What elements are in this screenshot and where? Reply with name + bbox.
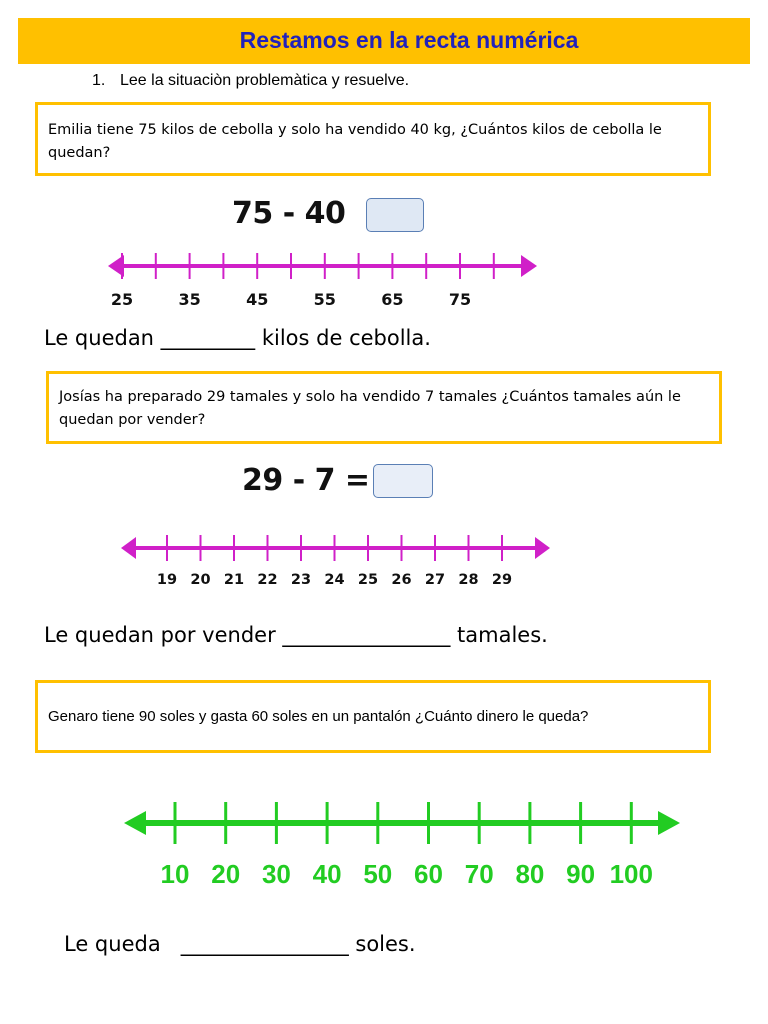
tick-label: 40 — [312, 859, 342, 889]
arrow-right-icon — [658, 811, 680, 835]
arrow-right-icon — [535, 537, 550, 559]
problem-3-answer-sentence: Le queda ________________ soles. — [64, 932, 416, 956]
problem-1-number-line — [100, 246, 550, 316]
tick-label: 27 — [424, 572, 446, 588]
tick-label: 21 — [223, 572, 245, 588]
tick-label: 10 — [160, 859, 190, 889]
problem-2-text-line-2: quedan por vender? — [59, 412, 206, 428]
tick-label: 29 — [491, 572, 513, 588]
arrow-left-icon — [124, 811, 146, 835]
tick-label: 19 — [156, 572, 178, 588]
problem-3-number-line — [118, 790, 688, 900]
problem-1-answer-box[interactable] — [366, 198, 424, 232]
problem-1-box — [35, 102, 711, 176]
page-title: Restamos en la recta numérica — [239, 27, 579, 53]
problem-1-text-line-1: Emilia tiene 75 kilos de cebolla y solo ha vendido 40 kg, ¿Cuántos kilos de cebolla le — [48, 122, 662, 138]
tick-label: 100 — [609, 859, 653, 889]
tick-label: 30 — [261, 859, 291, 889]
tick-label: 23 — [290, 572, 312, 588]
tick-label: 70 — [464, 859, 494, 889]
problem-2-text-line-1: Josías ha preparado 29 tamales y solo ha vendido 7 tamales ¿Cuántos tamales aún le — [59, 389, 681, 405]
tick-label: 45 — [246, 290, 269, 309]
arrow-left-icon — [121, 537, 136, 559]
tick-label: 26 — [391, 572, 412, 588]
tick-label: 65 — [381, 290, 404, 309]
problem-3-box — [35, 680, 711, 753]
problem-3-text-line-1: Genaro tiene 90 soles y gasta 60 soles en un pantalón ¿Cuánto dinero le queda? — [48, 708, 589, 725]
title-banner — [18, 18, 750, 64]
problem-1-text-line-2: quedan? — [48, 145, 111, 161]
tick-label: 60 — [414, 859, 443, 889]
problem-1-answer-sentence: Le quedan _________ kilos de cebolla. — [44, 326, 431, 350]
problem-2-answer-sentence: Le quedan por vender ________________ tamales. — [44, 623, 548, 647]
tick-label: 24 — [324, 572, 345, 588]
tick-label: 35 — [178, 290, 201, 309]
tick-label: 20 — [211, 859, 241, 889]
tick-label: 80 — [515, 859, 545, 889]
instruction — [92, 72, 409, 90]
tick-label: 90 — [566, 859, 596, 889]
tick-label: 25 — [357, 572, 379, 588]
tick-label: 20 — [190, 572, 211, 588]
tick-label: 55 — [313, 290, 336, 309]
problem-2-number-line — [115, 528, 560, 592]
arrow-right-icon — [521, 255, 537, 277]
tick-label: 22 — [257, 572, 278, 588]
instruction-number: 1. — [92, 72, 106, 89]
tick-label: 25 — [110, 290, 134, 309]
tick-label: 50 — [363, 859, 393, 889]
tick-label: 28 — [458, 572, 479, 588]
problem-2-box — [46, 371, 722, 444]
problem-1-equation: 75 - 40 — [232, 196, 346, 231]
problem-2-equation: 29 - 7 = — [242, 463, 370, 498]
problem-2-answer-box[interactable] — [373, 464, 433, 498]
instruction-text: Lee la situaciòn problemàtica y resuelve. — [120, 72, 410, 89]
tick-label: 75 — [448, 290, 472, 309]
